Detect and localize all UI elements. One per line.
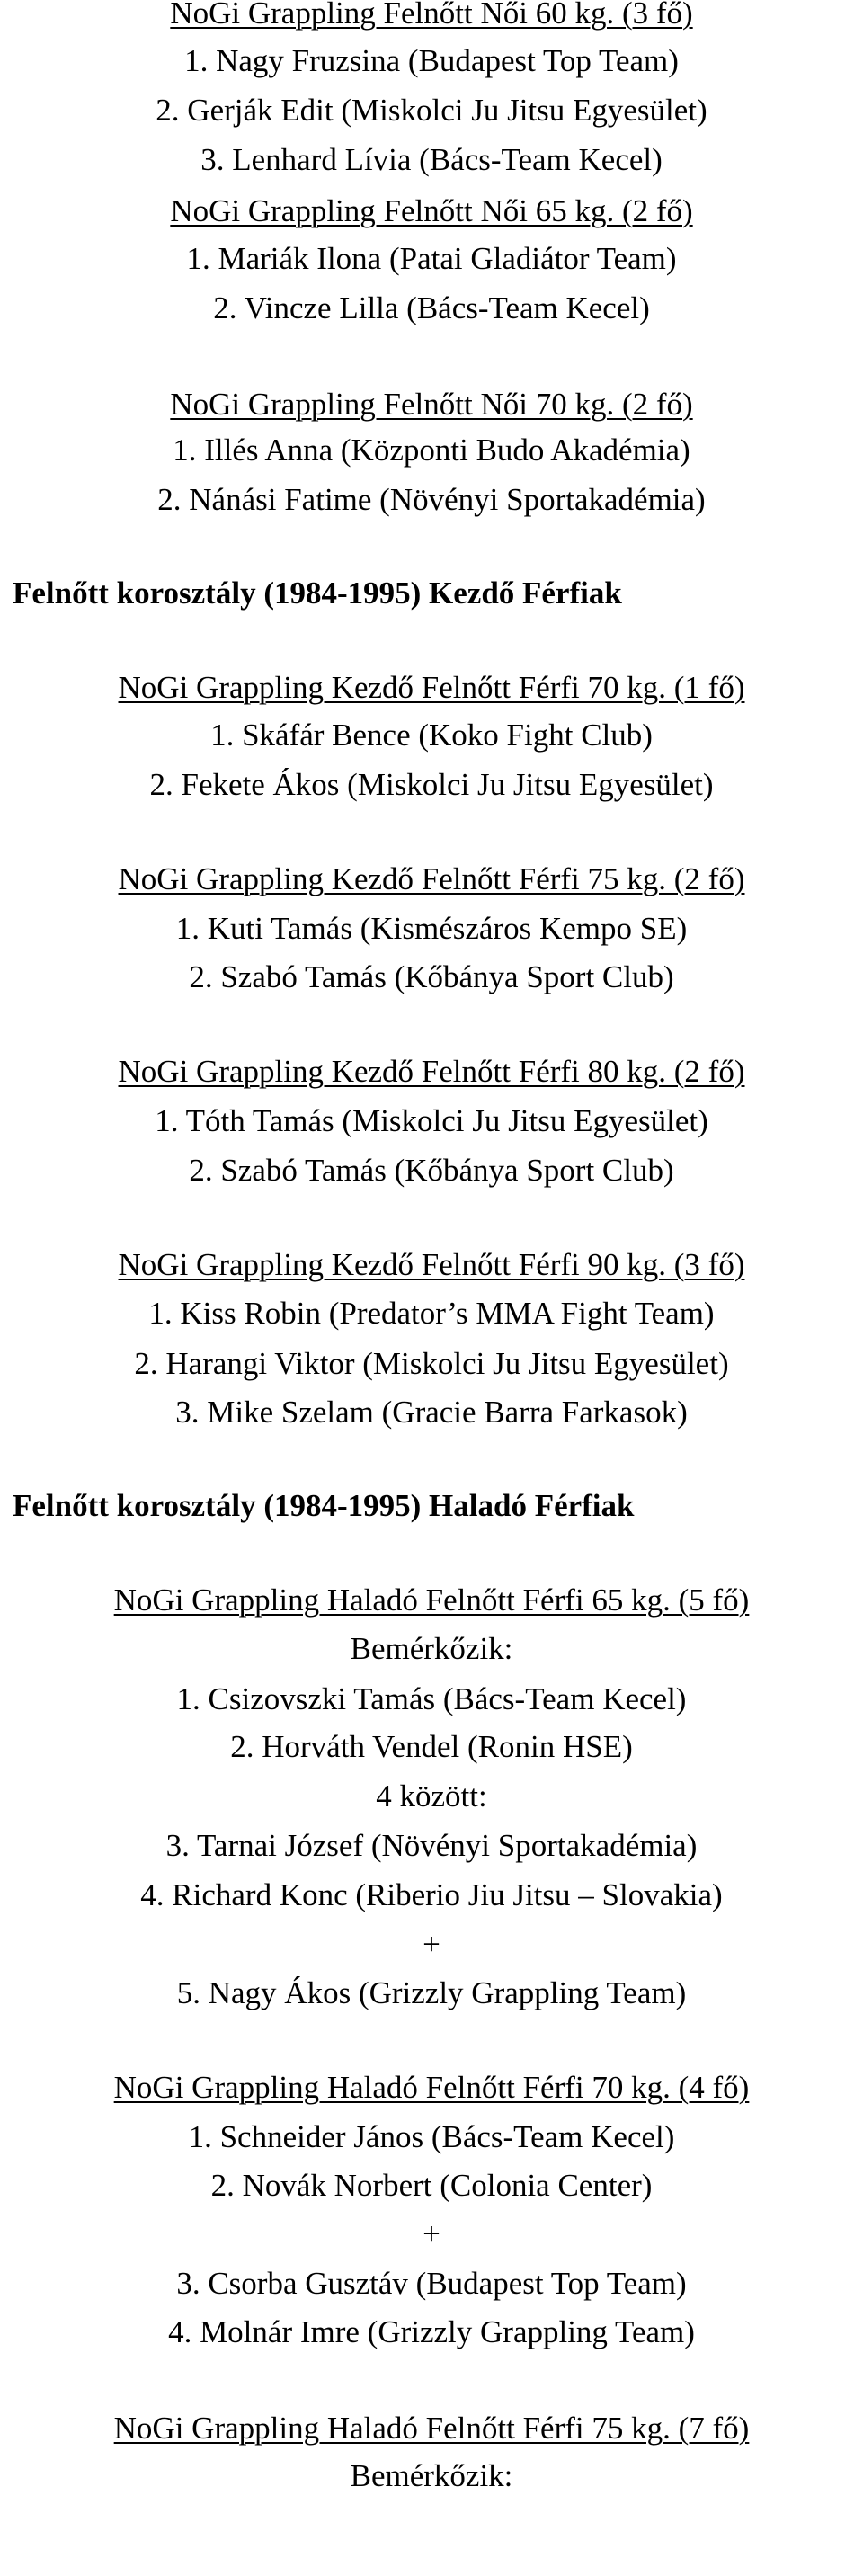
result-line: 1. Schneider János (Bács-Team Kecel) bbox=[188, 2119, 675, 2154]
category-title: NoGi Grappling Haladó Felnőtt Férfi 65 kg. (5 fő) bbox=[113, 1582, 750, 1618]
result-line: 2. Szabó Tamás (Kőbánya Sport Club) bbox=[189, 1153, 674, 1188]
result-line: 4. Molnár Imre (Grizzly Grappling Team) bbox=[168, 2314, 695, 2349]
result-line: 2. Horváth Vendel (Ronin HSE) bbox=[230, 1729, 633, 1764]
category-title: NoGi Grappling Felnőtt Női 65 kg. (2 fő) bbox=[170, 193, 693, 228]
result-line: 2. Gerják Edit (Miskolci Ju Jitsu Egyesület) bbox=[156, 93, 707, 128]
result-line: 2. Vincze Lilla (Bács-Team Kecel) bbox=[213, 290, 650, 325]
category-title: NoGi Grappling Felnőtt Női 70 kg. (2 fő) bbox=[170, 387, 693, 422]
result-line: 3. Csorba Gusztáv (Budapest Top Team) bbox=[176, 2266, 687, 2301]
category-title: NoGi Grappling Felnőtt Női 60 kg. (3 fő) bbox=[170, 0, 693, 31]
result-line: 2. Harangi Viktor (Miskolci Ju Jitsu Egyesület) bbox=[134, 1346, 729, 1381]
result-line: 1. Csizovszki Tamás (Bács-Team Kecel) bbox=[176, 1681, 687, 1716]
result-line: Bemérkőzik: bbox=[350, 1631, 513, 1666]
result-line: Bemérkőzik: bbox=[350, 2458, 513, 2493]
result-line: 4. Richard Konc (Riberio Jiu Jitsu – Slovakia) bbox=[140, 1877, 723, 1912]
result-line: 1. Mariák Ilona (Patai Gladiátor Team) bbox=[186, 241, 677, 276]
result-line: 1. Kuti Tamás (Kismészáros Kempo SE) bbox=[175, 911, 688, 946]
result-line: 4 között: bbox=[376, 1778, 487, 1814]
category-title: NoGi Grappling Haladó Felnőtt Férfi 70 kg. (4 fő) bbox=[113, 2070, 750, 2105]
result-line: 3. Tarnai József (Növényi Sportakadémia) bbox=[165, 1828, 698, 1863]
result-line: 2. Novák Norbert (Colonia Center) bbox=[210, 2168, 653, 2203]
section-heading: Felnőtt korosztály (1984-1995) Kezdő Férfiak bbox=[13, 575, 622, 611]
category-title: NoGi Grappling Kezdő Felnőtt Férfi 80 kg. (2 fő) bbox=[118, 1054, 745, 1089]
category-title: NoGi Grappling Kezdő Felnőtt Férfi 75 kg. (2 fő) bbox=[118, 861, 745, 896]
result-line: 3. Mike Szelam (Gracie Barra Farkasok) bbox=[175, 1395, 688, 1430]
result-line: 2. Fekete Ákos (Miskolci Ju Jitsu Egyesület) bbox=[149, 767, 714, 802]
section-heading: Felnőtt korosztály (1984-1995) Haladó Férfiak bbox=[13, 1488, 635, 1523]
result-line: + bbox=[423, 1927, 440, 1962]
result-line: 3. Lenhard Lívia (Bács-Team Kecel) bbox=[200, 142, 663, 177]
result-line: 2. Nánási Fatime (Növényi Sportakadémia) bbox=[157, 482, 706, 517]
result-line: 1. Nagy Fruzsina (Budapest Top Team) bbox=[184, 43, 679, 78]
result-line: 1. Kiss Robin (Predator’s MMA Fight Team) bbox=[148, 1296, 715, 1331]
result-line: 2. Szabó Tamás (Kőbánya Sport Club) bbox=[189, 959, 674, 994]
result-line: 1. Tóth Tamás (Miskolci Ju Jitsu Egyesület) bbox=[155, 1103, 708, 1138]
result-line: 1. Illés Anna (Központi Budo Akadémia) bbox=[173, 432, 690, 468]
category-title: NoGi Grappling Kezdő Felnőtt Férfi 90 kg. (3 fő) bbox=[118, 1247, 745, 1282]
result-line: 1. Skáfár Bence (Koko Fight Club) bbox=[210, 718, 653, 753]
category-title: NoGi Grappling Haladó Felnőtt Férfi 75 kg. (7 fő) bbox=[113, 2411, 750, 2446]
category-title: NoGi Grappling Kezdő Felnőtt Férfi 70 kg. (1 fő) bbox=[118, 670, 745, 705]
result-line: + bbox=[423, 2216, 440, 2251]
result-line: 5. Nagy Ákos (Grizzly Grappling Team) bbox=[176, 1975, 687, 2010]
